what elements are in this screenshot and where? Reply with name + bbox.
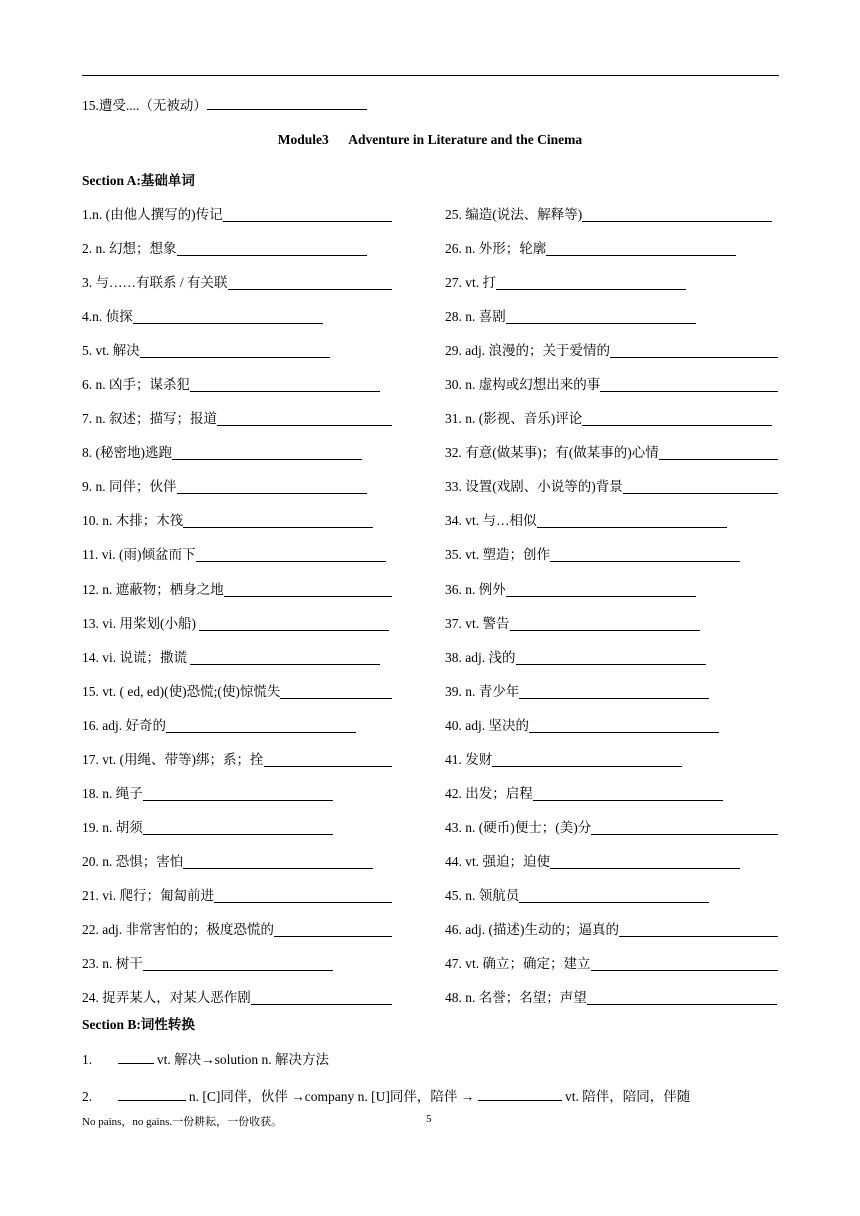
answer-blank[interactable] (496, 274, 686, 290)
vocab-item (445, 989, 781, 1023)
vocab-item-label: 22. adj. 非常害怕的；极度恐慌的 (82, 921, 274, 937)
section-b-item-number: 1. (82, 1052, 93, 1067)
vocab-item (445, 410, 781, 444)
module-title: Module3 Adventure in Literature and the Cinema (277, 132, 583, 147)
answer-blank[interactable] (172, 444, 362, 460)
answer-blank[interactable] (199, 615, 389, 631)
vocab-item-label: 24. 捉弄某人，对某人恶作剧 (82, 990, 251, 1006)
vocab-item (445, 785, 781, 819)
answer-blank[interactable] (214, 887, 392, 903)
answer-blank[interactable] (478, 1085, 562, 1101)
vocab-item (82, 581, 422, 615)
answer-blank[interactable] (228, 274, 392, 290)
vocab-item (82, 274, 422, 308)
prev-item-15-text: 15.遭受....（无被动） (82, 98, 207, 113)
vocab-item-label: 42. 出发；启程 (445, 785, 533, 801)
vocab-item-label: 3. 与……有联系 / 有关联 (82, 275, 228, 291)
vocab-item (445, 751, 781, 785)
vocab-item-label: 9. n. 同伴；伙伴 (82, 479, 177, 495)
vocab-item-label: 2. n. 幻想；想象 (82, 241, 177, 257)
section-b-item-2 (82, 1085, 690, 1105)
answer-blank[interactable] (591, 955, 778, 971)
answer-blank[interactable] (143, 819, 333, 835)
answer-blank[interactable] (529, 717, 719, 733)
answer-blank[interactable] (582, 206, 772, 222)
vocab-item-label: 44. vt. 强迫；迫使 (445, 853, 551, 869)
section-b-item-text: n. [C]同伴，伙伴 →company n. [U]同伴，陪伴 → (188, 1089, 475, 1104)
vocab-item (445, 376, 781, 410)
vocab-item (445, 240, 781, 274)
answer-blank[interactable] (550, 853, 740, 869)
answer-blank[interactable] (619, 921, 778, 937)
vocab-item-label: 15. vt. ( ed, ed)(使)恐慌;(使)惊慌失 (82, 683, 281, 699)
vocab-item (445, 683, 781, 717)
vocab-item (82, 683, 422, 717)
vocab-item (445, 274, 781, 308)
vocab-item-label: 47. vt. 确立；确定；建立 (445, 956, 591, 972)
vocab-item-label: 28. n. 喜剧 (445, 309, 506, 325)
vocab-item (445, 955, 781, 989)
vocab-item (445, 921, 781, 955)
vocab-item (82, 240, 422, 274)
vocab-item-label: 46. adj. (描述)生动的；逼真的 (445, 921, 619, 937)
section-b-item-text: vt. 解决→solution n. 解决方法 (156, 1052, 330, 1067)
answer-blank[interactable] (546, 240, 736, 256)
vocab-item-label: 32. 有意(做某事)；有(做某事的)心情 (445, 445, 659, 461)
answer-blank[interactable] (207, 94, 367, 110)
vocab-item-label: 6. n. 凶手；谋杀犯 (82, 377, 190, 393)
answer-blank[interactable] (118, 1048, 154, 1064)
answer-blank[interactable] (223, 206, 392, 222)
answer-blank[interactable] (251, 989, 392, 1005)
vocab-item (82, 342, 422, 376)
answer-blank[interactable] (183, 512, 373, 528)
vocab-item (82, 887, 422, 921)
section-b-item-1 (82, 1048, 329, 1068)
vocab-item-label: 25. 编造(说法、解释等) (445, 207, 583, 222)
vocab-item-label: 26. n. 外形；轮廓 (445, 241, 547, 257)
answer-blank[interactable] (274, 921, 392, 937)
vocab-item (445, 512, 781, 546)
vocab-item (82, 546, 422, 580)
answer-blank[interactable] (533, 785, 723, 801)
vocab-item (82, 853, 422, 887)
vocab-item (82, 308, 422, 342)
vocab-item (82, 444, 422, 478)
vocab-item (82, 376, 422, 410)
vocab-item-label: 11. vi. (雨)倾盆而下 (82, 547, 196, 563)
footer-motto: No pains，no gains.一份耕耘，一份收获。 (82, 1116, 283, 1128)
vocab-item-label: 31. n. (影视、音乐)评论 (445, 411, 583, 427)
vocab-item (445, 819, 781, 853)
vocab-item (445, 546, 781, 580)
vocab-item (82, 751, 422, 785)
answer-blank[interactable] (623, 478, 778, 494)
vocab-item-label: 12. n. 遮蔽物；栖身之地 (82, 581, 224, 597)
vocab-item (82, 717, 422, 751)
vocab-item-label: 34. vt. 与…相似 (445, 513, 537, 529)
vocab-item (82, 785, 422, 819)
page-number: 5 (426, 1113, 432, 1125)
vocab-item (82, 955, 422, 989)
vocab-item (445, 615, 781, 649)
vocab-item (82, 410, 422, 444)
answer-blank[interactable] (177, 240, 367, 256)
vocab-item (445, 478, 781, 512)
answer-blank[interactable] (582, 410, 772, 426)
vocab-item-label: 16. adj. 好奇的 (82, 717, 166, 733)
answer-blank[interactable] (143, 955, 333, 971)
vocab-item (82, 512, 422, 546)
answer-blank[interactable] (550, 546, 740, 562)
answer-blank[interactable] (224, 581, 392, 597)
vocab-item-label: 13. vi. 用桨划(小船) (82, 615, 200, 631)
vocab-item (82, 921, 422, 955)
answer-blank[interactable] (217, 410, 392, 426)
vocab-item (82, 615, 422, 649)
answer-blank[interactable] (519, 683, 709, 699)
vocab-item (82, 819, 422, 853)
vocab-item (445, 206, 781, 240)
answer-blank[interactable] (519, 887, 709, 903)
answer-blank[interactable] (196, 546, 386, 562)
vocab-item-label: 37. vt. 警告 (445, 615, 510, 631)
answer-blank[interactable] (506, 308, 696, 324)
vocab-item (445, 581, 781, 615)
vocab-item-label: 43. n. (硬币)便士；(美)分 (445, 819, 592, 835)
vocab-item-label: 4.n. 侦探 (82, 309, 133, 325)
answer-blank[interactable] (506, 581, 696, 597)
vocab-item-label: 38. adj. 浅的 (445, 649, 516, 665)
vocab-item (82, 206, 422, 240)
vocab-item (445, 308, 781, 342)
section-a-title: Section A:基础单词 (82, 173, 195, 188)
header-rule (82, 75, 779, 76)
vocab-item-label: 23. n. 树干 (82, 956, 143, 972)
answer-blank[interactable] (516, 649, 706, 665)
vocab-item-label: 29. adj. 浪漫的；关于爱情的 (445, 343, 610, 359)
vocab-item-label: 48. n. 名誉；名望；声望 (445, 990, 587, 1006)
answer-blank[interactable] (600, 376, 778, 392)
vocab-item-label: 18. n. 绳子 (82, 785, 143, 801)
vocab-item (82, 478, 422, 512)
answer-blank[interactable] (280, 683, 392, 699)
answer-blank[interactable] (510, 615, 700, 631)
answer-blank[interactable] (537, 512, 727, 528)
section-b-item-text: vt. 陪伴，陪同，伴随 (564, 1089, 691, 1104)
prev-item-15 (82, 94, 367, 114)
answer-blank[interactable] (133, 308, 323, 324)
answer-blank[interactable] (166, 717, 356, 733)
vocab-item-label: 30. n. 虚构或幻想出来的事 (445, 377, 601, 393)
vocab-column-right (445, 206, 781, 1023)
vocab-item-label: 17. vt. (用绳、带等)绑；系；拴 (82, 751, 264, 767)
vocab-item (445, 887, 781, 921)
answer-blank[interactable] (190, 376, 380, 392)
vocab-item (445, 717, 781, 751)
answer-blank[interactable] (183, 853, 373, 869)
vocab-item-label: 10. n. 木排；木筏 (82, 513, 184, 529)
answer-blank[interactable] (118, 1085, 186, 1101)
answer-blank[interactable] (587, 989, 777, 1005)
answer-blank[interactable] (492, 751, 682, 767)
vocab-item-label: 40. adj. 坚决的 (445, 717, 529, 733)
vocab-item-label: 45. n. 领航员 (445, 887, 520, 903)
vocab-item (445, 444, 781, 478)
answer-blank[interactable] (143, 785, 333, 801)
vocab-item-label: 27. vt. 打 (445, 275, 497, 291)
answer-blank[interactable] (177, 478, 367, 494)
vocab-item-label: 1.n. (由他人撰写的)传记 (82, 207, 223, 222)
vocab-item-label: 33. 设置(戏剧、小说等的)背景 (445, 479, 623, 495)
vocab-item-label: 35. vt. 塑造；创作 (445, 547, 551, 563)
answer-blank[interactable] (591, 819, 778, 835)
answer-blank[interactable] (659, 444, 778, 460)
vocab-item-label: 21. vi. 爬行；匍匐前进 (82, 887, 215, 903)
vocab-column-left (82, 206, 422, 1023)
vocab-item (445, 649, 781, 683)
vocab-item-label: 41. 发财 (445, 751, 493, 767)
answer-blank[interactable] (190, 649, 380, 665)
section-b-item-number: 2. (82, 1089, 93, 1104)
vocab-item-label: 39. n. 青少年 (445, 683, 520, 699)
vocab-item-label: 36. n. 例外 (445, 581, 506, 597)
answer-blank[interactable] (140, 342, 330, 358)
answer-blank[interactable] (264, 751, 392, 767)
vocab-item-label: 20. n. 恐惧；害怕 (82, 853, 184, 869)
vocab-item (445, 853, 781, 887)
section-b-title: Section B:词性转换 (82, 1017, 195, 1032)
vocab-item-label: 14. vi. 说谎；撒谎 (82, 649, 191, 665)
vocab-item-label: 19. n. 胡须 (82, 819, 143, 835)
vocab-item-label: 5. vt. 解决 (82, 343, 140, 359)
answer-blank[interactable] (610, 342, 778, 358)
vocab-item-label: 8. (秘密地)逃跑 (82, 445, 172, 461)
vocab-item (82, 649, 422, 683)
vocab-item (445, 342, 781, 376)
vocab-item-label: 7. n. 叙述；描写；报道 (82, 411, 217, 427)
